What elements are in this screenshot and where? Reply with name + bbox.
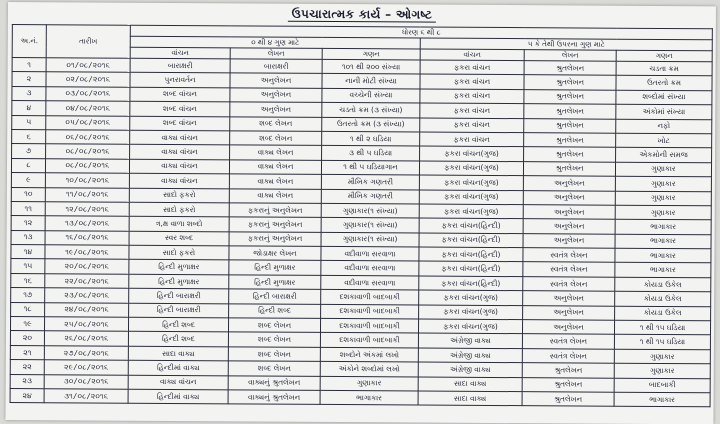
serial-cell: ૧૫	[11, 259, 45, 274]
writing-high-cell: શ્રુતલેખન	[522, 392, 614, 407]
reading-low-cell: સાદો ફકરો	[129, 188, 229, 203]
date-cell: ૧૦/૦૮/૨૦૧૬	[45, 173, 129, 188]
reading-low-cell: હિન્દી શબ્દ	[128, 332, 228, 347]
reading-low-cell: હિન્દીમાં વાક્ય	[128, 389, 228, 404]
math-high-cell: ગુણાકાર	[615, 205, 711, 220]
writing-high-cell: સ્વતંત્ર લેખન	[522, 348, 614, 363]
serial-cell: ૧૨	[11, 216, 45, 231]
date-cell: ૨૯/૦૮/૨૦૧૬	[44, 360, 128, 375]
serial-cell: ૨૦	[10, 331, 44, 346]
math-low-cell: ગુણાકાર	[320, 376, 418, 391]
writing-low-cell: વાક્યનું શ્રુતલેખન	[228, 390, 320, 405]
table-body	[10, 58, 712, 408]
reading-high-cell: સાદા વાક્ય	[418, 377, 522, 392]
table-header	[12, 25, 712, 62]
reading-high-cell: ફકરા વાંચન(ગુજ)	[419, 290, 523, 305]
writing-high-cell: સ્વતંત્ર લેખન	[523, 262, 615, 277]
date-cell: ૦૮/૦૮/૨૦૧૬	[46, 144, 130, 159]
writing-low-cell: શબ્દ લેખન	[228, 347, 320, 362]
writing-low-cell: હિન્દી મુળાક્ષર	[229, 275, 321, 290]
date-cell: ૩૦/૦૮/૨૦૧૬	[44, 374, 128, 389]
math-high-cell: કોયડા ઉકેલ	[615, 291, 711, 306]
serial-cell: ૧૩	[11, 230, 45, 245]
reading-low-cell: હિન્દી મુળાક્ષર	[129, 274, 229, 289]
serial-cell: ૧૬	[11, 273, 45, 288]
math-low-cell: વદીવાળા સરવાળા	[321, 246, 419, 261]
date-cell: ૧૬/૦૮/૨૦૧૬	[45, 230, 129, 245]
writing-high-cell: શ્રુતલેખન	[524, 147, 616, 162]
math-low-cell: ૩ થી ૫ ઘડિયા	[322, 146, 420, 161]
math-low-cell: મૌખિક ગણતરી	[321, 175, 419, 190]
math-low-cell: વદીવાળા સરવાળા	[321, 275, 419, 290]
writing-high-cell: અનુલેખન	[523, 305, 615, 320]
reading-high-cell: ફકરા વાંચન	[420, 103, 524, 118]
reading-low-cell: સાદો ફકરો	[129, 202, 229, 217]
writing-high-cell: શ્રુતલેખન	[522, 377, 614, 392]
writing-low-cell: શબ્દ લેખન	[228, 361, 320, 376]
reading-high-cell: ફકરા વાંચન(હિન્દી)	[419, 233, 523, 248]
writing-low-cell: શબ્દ લેખન	[228, 318, 320, 333]
writing-low-cell: ફકરાનું અનુલેખન	[229, 232, 321, 247]
serial-cell: ૬	[12, 129, 46, 144]
writing-low-cell: હિન્દી શબ્દ	[229, 303, 321, 318]
date-cell: ૧૨/૦૮/૨૦૧૬	[45, 202, 129, 217]
date-cell: ૦૬/૦૮/૨૦૧૬	[46, 130, 130, 145]
writing-high-cell: સ્વતંત્ર લેખન	[523, 277, 615, 292]
math-high-cell: કોયડા ઉકેલ	[615, 277, 711, 292]
reading-high-cell: ફકરા વાંચન(હિન્દી)	[419, 247, 523, 262]
reading-high-cell: ફકરા વાંચન(ગુજ)	[419, 161, 523, 176]
writing-low-cell: બારાક્ષરી	[230, 59, 322, 74]
reading-low-cell: વાક્ય વાંચન	[130, 145, 230, 160]
math-low-cell: દશકાવાળી બાદબાકી	[321, 290, 419, 305]
date-cell: ૨૪/૦૮/૨૦૧૬	[45, 302, 129, 317]
math-low-cell: દશકાવાળી બાદબાકી	[320, 333, 418, 348]
reading-low-cell: હિન્દી બારાક્ષરી	[129, 303, 229, 318]
header-group-high: ૫ કે તેથી ઉપરના ગુણ માટે	[420, 38, 712, 51]
date-cell: ૦૨/૦૮/૨૦૧૬	[46, 72, 130, 87]
writing-low-cell: અનુલેખન	[230, 73, 322, 88]
reading-high-cell: ફકરા વાંચન	[420, 89, 524, 104]
math-high-cell: ખોટ	[616, 133, 712, 148]
serial-cell: ૨	[12, 72, 46, 87]
writing-low-cell: વાક્યનું શ્રુતલેખન	[228, 375, 320, 390]
reading-high-cell: ફકરા વાંચન(હિન્દી)	[419, 276, 523, 291]
math-high-cell: ભાગાકાર	[615, 234, 711, 249]
date-cell: ૧૩/૦૮/૨૦૧૬	[45, 216, 129, 231]
serial-cell: ૪	[12, 101, 46, 116]
reading-high-cell: અંગ્રેજી વાક્ય	[418, 333, 522, 348]
writing-low-cell: અનુલેખન	[230, 88, 322, 103]
math-high-cell: ભાગાકાર	[615, 220, 711, 235]
math-low-cell: ચડતો ક્રમ (૩ સંખ્યા)	[322, 103, 420, 118]
header-math-low: ગણન	[322, 48, 420, 60]
writing-high-cell: શ્રુતલેખન	[522, 363, 614, 378]
serial-cell: ૨૧	[10, 345, 44, 360]
reading-low-cell: બારાક્ષરી	[130, 58, 230, 73]
serial-cell: ૧૮	[11, 302, 45, 317]
math-low-cell: અંકોને શબ્દોમાં લખો	[320, 362, 418, 377]
math-high-cell: ગુણાકાર	[614, 349, 710, 364]
writing-high-cell: અનુલેખન	[523, 233, 615, 248]
math-high-cell: ચડતા ક્રમ	[616, 61, 712, 76]
math-low-cell: નાની મોટી સંખ્યા	[322, 74, 420, 89]
reading-low-cell: સાદો ફકરો	[129, 245, 229, 260]
math-low-cell: મૌખિક ગણતરી	[321, 189, 419, 204]
date-cell: ૦૪/૦૮/૨૦૧૬	[46, 101, 130, 116]
writing-high-cell: શ્રુતલેખન	[524, 89, 616, 104]
math-high-cell: ગુણાકાર	[615, 191, 711, 206]
reading-high-cell: ફકરા વાંચન(હિન્દી)	[419, 218, 523, 233]
writing-high-cell: અનુલેખન	[522, 320, 614, 335]
writing-high-cell: સ્વતંત્ર લેખન	[523, 248, 615, 263]
math-high-cell: એકમોની સમજ	[616, 148, 712, 163]
reading-low-cell: સાદા વાક્ય	[128, 346, 228, 361]
reading-high-cell: ફકરા વાંચન	[420, 74, 524, 89]
math-high-cell: ભાગાકાર	[615, 263, 711, 278]
date-cell: ૨૨/૦૮/૨૦૧૬	[45, 274, 129, 289]
date-cell: ૦૩/૦૮/૨૦૧૬	[46, 87, 130, 102]
header-writing-high: લેખન	[524, 50, 616, 62]
date-cell: ૦૫/૦૮/૨૦૧૬	[46, 115, 130, 130]
date-cell: ૨૭/૦૮/૨૦૧૬	[44, 346, 128, 361]
serial-cell: ૧૯	[10, 317, 44, 332]
date-cell: ૦૧/૦૮/૨૦૧૬	[46, 58, 130, 73]
header-date: તારીખ	[46, 25, 130, 59]
writing-high-cell: અનુલેખન	[523, 205, 615, 220]
math-low-cell: ૧ થી ૫ ઘડિયાગાન	[321, 160, 419, 175]
math-high-cell: શબ્દોમાં સંખ્યા	[616, 90, 712, 105]
date-cell: ૦૮/૦૮/૨૦૧૬	[45, 158, 129, 173]
math-low-cell: વદીવાળા સરવાળા	[321, 261, 419, 276]
reading-low-cell: વાક્ય વાંચન	[130, 130, 230, 145]
math-high-cell: ઉતરતો ક્રમ	[616, 76, 712, 91]
math-high-cell: ગુણાકાર	[615, 176, 711, 191]
math-high-cell: ગુણાકાર	[615, 162, 711, 177]
writing-low-cell: હિન્દી મુળાક્ષર	[229, 260, 321, 275]
reading-high-cell: અંગ્રેજી વાક્ય	[418, 362, 522, 377]
table-row	[10, 389, 710, 408]
header-reading-low: વાંચન	[130, 47, 230, 59]
math-low-cell: દશકાવાળી બાદબાકી	[320, 318, 418, 333]
header-reading-high: વાંચન	[420, 49, 524, 61]
writing-low-cell: ફકરાનું અનુલેખન	[229, 203, 321, 218]
writing-high-cell: શ્રુતલેખન	[524, 118, 616, 133]
math-low-cell: ઉતરતો ક્રમ (૩ સંખ્યા)	[322, 117, 420, 132]
writing-low-cell: હિન્દી બારાક્ષરી	[229, 289, 321, 304]
math-low-cell: ૧ થી ૨ ઘડિયા	[322, 131, 420, 146]
serial-cell: ૧૧	[11, 201, 45, 216]
reading-high-cell: ફકરા વાંચન(ગુજ)	[420, 146, 524, 161]
math-low-cell: ગુણાકાર(૧ સંખ્યા)	[321, 218, 419, 233]
reading-low-cell: ત્ર,ક્ષ વાળા શબ્દો	[129, 217, 229, 232]
reading-high-cell: ફકરા વાંચન(ગુજ)	[419, 305, 523, 320]
serial-cell: ૨૩	[10, 374, 44, 389]
date-cell: ૧૯/૦૮/૨૦૧૬	[45, 245, 129, 260]
writing-high-cell: અનુલેખન	[523, 176, 615, 191]
reading-low-cell: સ્વર શબ્દ	[129, 231, 229, 246]
reading-low-cell: હિન્દી મુળાક્ષર	[129, 260, 229, 275]
writing-high-cell: શ્રુતલેખન	[524, 75, 616, 90]
math-low-cell: વચ્ચેની સંખ્યા	[322, 88, 420, 103]
date-cell: ૨૫/૦૮/૨૦૧૬	[44, 317, 128, 332]
writing-low-cell: જોડાક્ષર લેખન	[229, 246, 321, 261]
reading-high-cell: ફકરા વાંચન	[420, 132, 524, 147]
writing-high-cell: અનુલેખન	[523, 219, 615, 234]
serial-cell: ૩	[12, 86, 46, 101]
date-cell: ૧૧/૦૮/૨૦૧૬	[45, 187, 129, 202]
header-group-low: ૦ થી ૪ ગુણ માટે	[130, 36, 420, 49]
reading-low-cell: શબ્દ વાંચન	[130, 101, 230, 116]
reading-low-cell: શબ્દ વાંચન	[130, 116, 230, 131]
math-high-cell: નફો	[616, 119, 712, 134]
reading-low-cell: વાક્ય વાંચન	[129, 159, 229, 174]
writing-high-cell: શ્રુતલેખન	[524, 133, 616, 148]
reading-high-cell: ફકરા વાંચન(ગુજ)	[419, 175, 523, 190]
serial-cell: ૨૨	[10, 360, 44, 375]
reading-high-cell: સાદા વાક્ય	[418, 391, 522, 406]
math-high-cell: ભાગાકાર	[614, 392, 710, 407]
serial-cell: ૧૭	[11, 288, 45, 303]
writing-low-cell: અનુલેખન	[230, 102, 322, 117]
writing-high-cell: સ્વતંત્ર લેખન	[522, 334, 614, 349]
writing-high-cell: શ્રુતલેખન	[523, 161, 615, 176]
page-title	[8, 2, 716, 26]
worksheet-page	[5, 2, 716, 424]
page-title-text: ઉપચારાત્મક કાર્ય – ઓગષ્ટ	[288, 7, 437, 23]
writing-low-cell: શબ્દ લેખન	[230, 131, 322, 146]
writing-low-cell: શબ્દ લેખન	[230, 116, 322, 131]
writing-low-cell: શબ્દ લેખન	[228, 332, 320, 347]
serial-cell: ૨૪	[10, 389, 44, 404]
serial-cell: ૯	[11, 173, 45, 188]
reading-high-cell: ફકરા વાંચન	[420, 118, 524, 133]
writing-low-cell: વાક્ય લેખન	[229, 160, 321, 175]
math-low-cell: દશકાવાળી બાદબાકી	[321, 304, 419, 319]
reading-high-cell: અંગ્રેજી વાક્ય	[418, 348, 522, 363]
header-math-high: ગણન	[616, 50, 712, 62]
header-grade-band: ધોરણ ૬ થી ૮	[130, 25, 712, 40]
date-cell: ૩૧/૦૮/૨૦૧૬	[44, 389, 128, 404]
reading-low-cell: હિન્દીમાં વાક્ય	[128, 360, 228, 375]
math-low-cell: ગુણાકાર(૧ સંખ્યા)	[321, 232, 419, 247]
schedule-table	[10, 24, 713, 408]
reading-low-cell: શબ્દ વાંચન	[130, 87, 230, 102]
reading-low-cell: પુનરાવર્તન	[130, 73, 230, 88]
date-cell: ૨૦/૦૮/૨૦૧૬	[45, 259, 129, 274]
reading-high-cell: ફકરા વાંચન(ગુજ)	[419, 204, 523, 219]
writing-low-cell: વાક્ય લેખન	[230, 145, 322, 160]
serial-cell: ૫	[12, 115, 46, 130]
math-high-cell: ૧ થી ૧૫ ઘડિયા	[614, 335, 710, 350]
writing-high-cell: અનુલેખન	[523, 291, 615, 306]
date-cell: ૨૩/૦૮/૨૦૧૬	[45, 288, 129, 303]
reading-low-cell: વાક્ય વાંચન	[128, 375, 228, 390]
reading-high-cell: ફકરા વાંચન(ગુજ)	[419, 190, 523, 205]
reading-high-cell: ફકરા વાંચન	[420, 60, 524, 75]
math-low-cell: ગુણાકાર(૧ સંખ્યા)	[321, 203, 419, 218]
reading-high-cell: ફકરા વાંચન(હિન્દી)	[419, 261, 523, 276]
math-low-cell: શબ્દોને અંકમાં લખો	[320, 347, 418, 362]
reading-high-cell: ફકરા વાંચન(ગુજ)	[418, 319, 522, 334]
writing-low-cell: ફકરાનું અનુલેખન	[229, 217, 321, 232]
math-high-cell: કોયડા ઉકેલ	[615, 306, 711, 321]
math-high-cell: ૧ થી ૧૫ ઘડિયા	[614, 320, 710, 335]
serial-cell: ૭	[12, 144, 46, 159]
math-low-cell: ભાગાકાર	[320, 390, 418, 405]
serial-cell: ૮	[11, 158, 45, 173]
writing-low-cell: વાક્ય લેખન	[229, 188, 321, 203]
serial-cell: ૧	[12, 58, 46, 73]
reading-low-cell: હિન્દી શબ્દ	[128, 317, 228, 332]
math-high-cell: બાદબાકી	[614, 378, 710, 393]
reading-low-cell: હિન્દી બારાક્ષરી	[129, 288, 229, 303]
writing-high-cell: અનુલેખન	[523, 190, 615, 205]
writing-low-cell: વાક્ય લેખન	[229, 174, 321, 189]
date-cell: ૨૬/૦૮/૨૦૧૬	[44, 331, 128, 346]
header-serial: અ.નં.	[12, 25, 46, 58]
math-low-cell: ૧૦૧ થી ૨૦૦ સંખ્યા	[322, 59, 420, 74]
writing-high-cell: શ્રુતલેખન	[524, 61, 616, 76]
math-high-cell: ભાગાકાર	[615, 248, 711, 263]
reading-low-cell: વાક્ય વાંચન	[129, 173, 229, 188]
header-writing-low: લેખન	[230, 48, 322, 60]
serial-cell: ૧૦	[11, 187, 45, 202]
math-high-cell: ગુણાકાર	[614, 363, 710, 378]
serial-cell: ૧૪	[11, 245, 45, 260]
writing-high-cell: શ્રુતલેખન	[524, 104, 616, 119]
math-high-cell: અંકોમાં સંખ્યા	[616, 104, 712, 119]
